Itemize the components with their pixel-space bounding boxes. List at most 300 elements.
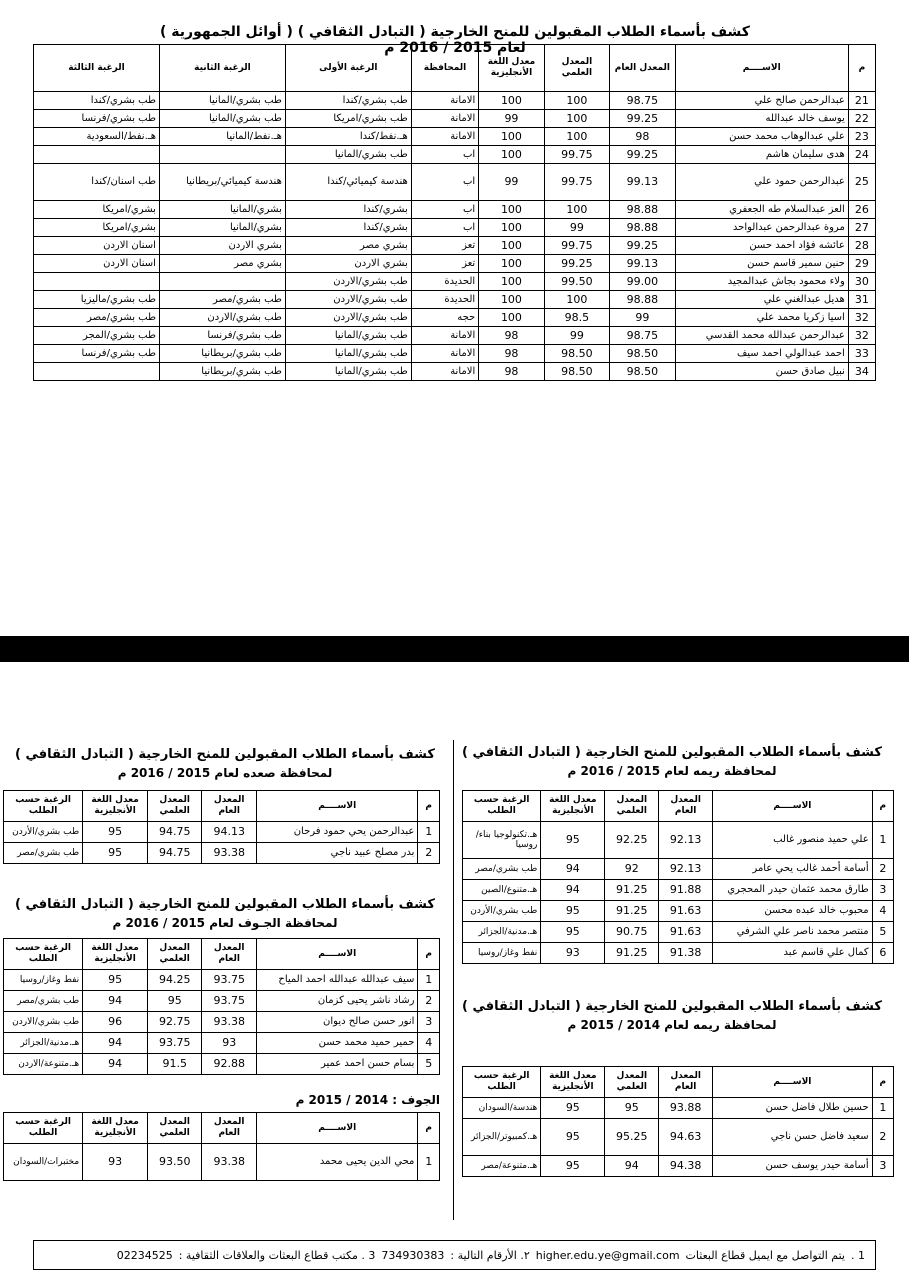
cell-pref: طب بشري/الاردن xyxy=(4,1012,83,1033)
cell-avg: 94.13 xyxy=(202,822,257,843)
cell-avg: 99.25 xyxy=(610,237,675,255)
cell-p2 xyxy=(159,146,285,164)
cell-name: عبدالرحمن يحي حمود فرحان xyxy=(256,822,417,843)
table-row xyxy=(34,128,876,146)
cell-name: ولاء محمود بجاش عبدالمجيد xyxy=(675,273,848,291)
table-row xyxy=(463,822,894,859)
table-row xyxy=(4,991,440,1012)
cell-name: أسامة حيدر يوسف حسن xyxy=(713,1156,873,1177)
cell-p2: بشري الاردن xyxy=(159,237,285,255)
cell-eng: 100 xyxy=(479,219,544,237)
cell-name: اسيا زكريا محمد علي xyxy=(675,309,848,327)
cell-name: حمير حميد محمد حسن xyxy=(256,1033,417,1054)
cell-avg: 91.63 xyxy=(659,901,713,922)
cell-pref: طب بشري/الأردن xyxy=(4,822,83,843)
cell-name: احمد عبدالولي احمد سيف xyxy=(675,345,848,363)
cell-n: 29 xyxy=(848,255,875,273)
cell-n: 32 xyxy=(848,309,875,327)
cell-gov: اب xyxy=(411,201,478,219)
cell-p3: طب بشري/ماليزيا xyxy=(34,291,160,309)
column-header: الرغبة حسب الطلب xyxy=(4,1113,83,1144)
cell-n: 6 xyxy=(872,943,893,964)
cell-eng: 95 xyxy=(541,822,605,859)
cell-eng: 98 xyxy=(479,363,544,381)
table-row xyxy=(463,922,894,943)
cell-name: علي حميد منصور غالب xyxy=(713,822,873,859)
cell-name: محي الدين يحيى محمد xyxy=(256,1144,417,1181)
table-row xyxy=(4,822,440,843)
cell-n: 33 xyxy=(848,345,875,363)
cell-eng: 94 xyxy=(83,1033,148,1054)
cell-sci: 99 xyxy=(544,327,609,345)
cell-name: رشاد ناشر يحيى كزمان xyxy=(256,991,417,1012)
cell-sci: 99.75 xyxy=(544,146,609,164)
cell-n: 1 xyxy=(418,822,440,843)
cell-avg: 93.88 xyxy=(659,1098,713,1119)
table-row xyxy=(4,1054,440,1075)
cell-pref: هـ.متنوعة/مصر xyxy=(463,1156,541,1177)
table-row xyxy=(34,291,876,309)
column-header: الاســــم xyxy=(713,1067,873,1098)
cell-p1: طب بشري/امريكا xyxy=(285,110,411,128)
cell-eng: 100 xyxy=(479,273,544,291)
column-header: المحافظة xyxy=(411,45,478,92)
column-header: المعدل العلمي xyxy=(147,1113,202,1144)
column-header: معدل اللغة الأنجليزية xyxy=(541,1067,605,1098)
column-header: م xyxy=(872,1067,893,1098)
jawf-2015-subtitle: لمحافظة الجـوف لعام 2015 / 2016 م xyxy=(112,916,338,930)
cell-n: 23 xyxy=(848,128,875,146)
column-header: الرغبة الثالثة xyxy=(34,45,160,92)
cell-sci: 91.25 xyxy=(605,901,659,922)
cell-eng: 93 xyxy=(83,1144,148,1181)
cell-p3 xyxy=(34,363,160,381)
cell-avg: 99.13 xyxy=(610,255,675,273)
cell-n: 5 xyxy=(872,922,893,943)
column-header: المعدل العلمي xyxy=(544,45,609,92)
cell-eng: 100 xyxy=(479,201,544,219)
cell-eng: 100 xyxy=(479,309,544,327)
cell-n: 1 xyxy=(418,970,440,991)
cell-name: انور حسن صالح ديوان xyxy=(256,1012,417,1033)
column-header: المعدل العلمي xyxy=(605,791,659,822)
cell-n: 2 xyxy=(418,991,440,1012)
column-header: الاســــم xyxy=(256,1113,417,1144)
cell-eng: 100 xyxy=(479,146,544,164)
cell-n: 22 xyxy=(848,110,875,128)
cell-name: طارق محمد عثمان حيدر المحجري xyxy=(713,880,873,901)
cell-eng: 95 xyxy=(541,1119,605,1156)
cell-p2: بشري مصر xyxy=(159,255,285,273)
table-header-row xyxy=(4,1113,440,1144)
contact-footer xyxy=(33,1240,876,1270)
cell-p1: طب بشري/الاردن xyxy=(285,309,411,327)
cell-n: 31 xyxy=(848,291,875,309)
cell-gov: الحديدة xyxy=(411,273,478,291)
cell-sci: 90.75 xyxy=(605,922,659,943)
cell-avg: 91.63 xyxy=(659,922,713,943)
cell-p3: طب بشري/كندا xyxy=(34,92,160,110)
cell-p1: بشري/كندا xyxy=(285,201,411,219)
cell-gov: اب xyxy=(411,219,478,237)
cell-sci: 100 xyxy=(544,92,609,110)
cell-gov: تعز xyxy=(411,255,478,273)
saada-title xyxy=(10,746,440,782)
cell-eng: 95 xyxy=(83,822,148,843)
table-row xyxy=(4,970,440,991)
cell-name: عائشه فؤاد احمد حسن xyxy=(675,237,848,255)
table-row xyxy=(463,1119,894,1156)
cell-p2: طب بشري/بريطانيا xyxy=(159,345,285,363)
cell-avg: 92.88 xyxy=(202,1054,257,1075)
cell-p3: طب بشري/مصر xyxy=(34,309,160,327)
table-row xyxy=(34,219,876,237)
cell-eng: 100 xyxy=(479,255,544,273)
cell-sci: 100 xyxy=(544,128,609,146)
cell-p2: هندسة كيميائي/بريطانيا xyxy=(159,164,285,201)
cell-p3: بشري/امريكا xyxy=(34,201,160,219)
cell-sci: 100 xyxy=(544,291,609,309)
cell-n: 32 xyxy=(848,327,875,345)
cell-gov: الامانة xyxy=(411,128,478,146)
cell-avg: 98.50 xyxy=(610,363,675,381)
footer-text-3: 3 . مكتب قطاع البعثات والعلاقات الثقافية : xyxy=(178,1248,376,1262)
cell-gov: الامانة xyxy=(411,345,478,363)
cell-n: 28 xyxy=(848,237,875,255)
cell-gov: الامانة xyxy=(411,92,478,110)
cell-eng: 99 xyxy=(479,164,544,201)
top-title: كشف بأسماء الطلاب المقبولين للمنح الخارجية ( التبادل الثقافي ) ( أوائل الجمهورية ) لعام 2015 / 2016 م xyxy=(160,24,750,56)
cell-avg: 91.88 xyxy=(659,880,713,901)
cell-name: حنين سمير قاسم حسن xyxy=(675,255,848,273)
cell-name: نبيل صادق حسن xyxy=(675,363,848,381)
cell-eng: 93 xyxy=(541,943,605,964)
cell-p1: طب بشري/المانيا xyxy=(285,146,411,164)
cell-p3: طب بشري/فرنسا xyxy=(34,110,160,128)
cell-p1: طب بشري/الاردن xyxy=(285,273,411,291)
table-row xyxy=(34,309,876,327)
column-header: الرغبة الثانية xyxy=(159,45,285,92)
table-row xyxy=(34,110,876,128)
cell-p2: طب بشري/بريطانيا xyxy=(159,363,285,381)
column-header: معدل اللغة الأنجليزية xyxy=(479,45,544,92)
cell-n: 30 xyxy=(848,273,875,291)
table-row xyxy=(34,273,876,291)
raymah-2015-title xyxy=(462,744,882,780)
cell-name: محبوب خالد عبده محسن xyxy=(713,901,873,922)
cell-p2: طب بشري/المانيا xyxy=(159,92,285,110)
column-header: م xyxy=(872,791,893,822)
cell-sci: 91.5 xyxy=(147,1054,202,1075)
cell-gov: حجه xyxy=(411,309,478,327)
cell-gov: الحديدة xyxy=(411,291,478,309)
cell-pref: هـ.متنوع/الصين xyxy=(463,880,541,901)
cell-avg: 99.25 xyxy=(610,146,675,164)
cell-eng: 99 xyxy=(479,110,544,128)
table-row xyxy=(4,1012,440,1033)
cell-name: أسامة أحمد غالب يحي عامر xyxy=(713,859,873,880)
cell-name: سيف عبدالله عبدالله احمد المياح xyxy=(256,970,417,991)
column-header: م xyxy=(848,45,875,92)
column-header: معدل اللغة الأنجليزية xyxy=(83,791,148,822)
cell-p3 xyxy=(34,273,160,291)
cell-eng: 94 xyxy=(83,991,148,1012)
cell-name: منتصر محمد ناصر علي الشرفي xyxy=(713,922,873,943)
cell-avg: 98.88 xyxy=(610,219,675,237)
cell-gov: اب xyxy=(411,164,478,201)
cell-avg: 98.88 xyxy=(610,291,675,309)
cell-sci: 94.25 xyxy=(147,970,202,991)
cell-avg: 94.38 xyxy=(659,1156,713,1177)
cell-pref: هـ.تكنولوجيا بناء/روسيا xyxy=(463,822,541,859)
cell-p1: بشري الاردن xyxy=(285,255,411,273)
cell-avg: 91.38 xyxy=(659,943,713,964)
cell-n: 1 xyxy=(872,822,893,859)
column-header: معدل اللغة الأنجليزية xyxy=(83,1113,148,1144)
cell-sci: 98.50 xyxy=(544,345,609,363)
cell-eng: 95 xyxy=(541,901,605,922)
footer-phone-1: 734930383 xyxy=(381,1248,445,1262)
cell-p3: بشري/امريكا xyxy=(34,219,160,237)
cell-p3: طب اسنان/كندا xyxy=(34,164,160,201)
cell-p1: بشري مصر xyxy=(285,237,411,255)
cell-p2: بشري/المانيا xyxy=(159,201,285,219)
cell-avg: 93.75 xyxy=(202,991,257,1012)
cell-p1: طب بشري/الاردن xyxy=(285,291,411,309)
cell-p2: طب بشري/المانيا xyxy=(159,110,285,128)
table-row xyxy=(34,327,876,345)
table-row xyxy=(4,1033,440,1054)
table-row xyxy=(463,859,894,880)
footer-text-1: يتم التواصل مع ايميل قطاع البعثات xyxy=(685,1248,845,1262)
cell-name: عبدالرحمن حمود علي xyxy=(675,164,848,201)
column-header: المعدل العام xyxy=(610,45,675,92)
cell-name: عبدالرحمن صالح علي xyxy=(675,92,848,110)
column-header: المعدل العام xyxy=(202,791,257,822)
cell-eng: 100 xyxy=(479,128,544,146)
cell-gov: الامانة xyxy=(411,327,478,345)
cell-n: 34 xyxy=(848,363,875,381)
page-separator xyxy=(0,636,909,662)
raymah-2014-title xyxy=(462,998,882,1034)
cell-avg: 93 xyxy=(202,1033,257,1054)
saada-subtitle: لمحافظة صعده لعام 2015 / 2016 م xyxy=(117,766,333,780)
cell-avg: 99.25 xyxy=(610,110,675,128)
cell-n: 4 xyxy=(872,901,893,922)
cell-p1: بشري/كندا xyxy=(285,219,411,237)
top-table xyxy=(33,44,876,381)
column-header: م xyxy=(418,791,440,822)
cell-p3: هـ.نفط/السعودية xyxy=(34,128,160,146)
cell-sci: 94 xyxy=(605,1156,659,1177)
jawf-2015-title xyxy=(10,896,440,932)
cell-pref: طب بشري/مصر xyxy=(4,991,83,1012)
cell-pref: طب بشري/الأردن xyxy=(463,901,541,922)
cell-n: 27 xyxy=(848,219,875,237)
cell-eng: 100 xyxy=(479,92,544,110)
cell-avg: 93.38 xyxy=(202,1012,257,1033)
column-header: الاســــم xyxy=(256,939,417,970)
cell-sci: 99 xyxy=(544,219,609,237)
table-row xyxy=(463,880,894,901)
cell-sci: 94.75 xyxy=(147,843,202,864)
cell-eng: 94 xyxy=(541,859,605,880)
cell-eng: 94 xyxy=(83,1054,148,1075)
table-row xyxy=(34,237,876,255)
raymah-2014-subtitle: لمحافظة ريمه لعام 2014 / 2015 م xyxy=(567,1018,777,1032)
column-header: المعدل العام xyxy=(202,939,257,970)
cell-eng: 95 xyxy=(83,843,148,864)
raymah-2015-subtitle: لمحافظة ريمه لعام 2015 / 2016 م xyxy=(567,764,777,778)
cell-pref: هـ.مدنية/الجزائر xyxy=(463,922,541,943)
table-header-row xyxy=(4,939,440,970)
cell-sci: 100 xyxy=(544,110,609,128)
table-row xyxy=(34,201,876,219)
column-header: الرغبة حسب الطلب xyxy=(463,791,541,822)
raymah-2015-table xyxy=(462,790,894,964)
cell-n: 1 xyxy=(418,1144,440,1181)
cell-n: 3 xyxy=(872,880,893,901)
table-row xyxy=(34,146,876,164)
cell-n: 2 xyxy=(872,1119,893,1156)
table-row xyxy=(34,164,876,201)
table-row xyxy=(463,1098,894,1119)
cell-gov: الامانة xyxy=(411,363,478,381)
cell-name: هديل عبدالغني علي xyxy=(675,291,848,309)
cell-sci: 92 xyxy=(605,859,659,880)
cell-n: 21 xyxy=(848,92,875,110)
cell-pref: طب بشري/مصر xyxy=(4,843,83,864)
cell-p2: طب بشري/فرنسا xyxy=(159,327,285,345)
cell-eng: 100 xyxy=(479,237,544,255)
cell-eng: 95 xyxy=(541,922,605,943)
cell-p1: هندسة كيميائي/كندا xyxy=(285,164,411,201)
cell-eng: 96 xyxy=(83,1012,148,1033)
cell-avg: 98.50 xyxy=(610,345,675,363)
cell-pref: هندسة/السودان xyxy=(463,1098,541,1119)
cell-avg: 98.75 xyxy=(610,92,675,110)
cell-name: حسين طلال فاضل حسن xyxy=(713,1098,873,1119)
cell-name: كمال علي قاسم عبد xyxy=(713,943,873,964)
cell-name: بدر مصلح عبيد ناجي xyxy=(256,843,417,864)
cell-sci: 92.25 xyxy=(605,822,659,859)
cell-p2: هـ.نفط/المانيا xyxy=(159,128,285,146)
saada-title-line: كشف بأسماء الطلاب المقبولين للمنح الخارجية ( التبادل الثقافي ) xyxy=(15,747,435,762)
cell-pref: نفط وغاز/روسيا xyxy=(463,943,541,964)
cell-n: 3 xyxy=(418,1012,440,1033)
cell-eng: 95 xyxy=(83,970,148,991)
cell-name: بسام حسن احمد عمير xyxy=(256,1054,417,1075)
column-divider xyxy=(453,740,454,1220)
cell-sci: 93.50 xyxy=(147,1144,202,1181)
cell-name: عبدالرحمن عبدالله محمد القدسي xyxy=(675,327,848,345)
cell-eng: 98 xyxy=(479,327,544,345)
column-header: المعدل العلمي xyxy=(147,791,202,822)
cell-sci: 92.75 xyxy=(147,1012,202,1033)
footer-email[interactable]: higher.edu.ye@gmail.com xyxy=(535,1248,680,1262)
cell-eng: 95 xyxy=(541,1098,605,1119)
cell-avg: 93.38 xyxy=(202,1144,257,1181)
cell-sci: 94.75 xyxy=(147,822,202,843)
cell-p3 xyxy=(34,146,160,164)
cell-n: 1 xyxy=(872,1098,893,1119)
cell-avg: 92.13 xyxy=(659,859,713,880)
cell-eng: 94 xyxy=(541,880,605,901)
table-header-row xyxy=(4,791,440,822)
column-header: الاســــم xyxy=(713,791,873,822)
column-header: الاســــم xyxy=(675,45,848,92)
cell-name: علي عبدالوهاب محمد حسن xyxy=(675,128,848,146)
cell-avg: 93.38 xyxy=(202,843,257,864)
cell-sci: 95 xyxy=(605,1098,659,1119)
cell-avg: 92.13 xyxy=(659,822,713,859)
table-row xyxy=(4,1144,440,1181)
jawf-2014-table xyxy=(3,1112,440,1181)
cell-p3: طب بشري/المجر xyxy=(34,327,160,345)
jawf-2015-table xyxy=(3,938,440,1075)
cell-n: 4 xyxy=(418,1033,440,1054)
cell-sci: 91.25 xyxy=(605,943,659,964)
cell-avg: 99.13 xyxy=(610,164,675,201)
cell-name: العز عبدالسلام طه الجعفري xyxy=(675,201,848,219)
cell-p1: طب بشري/المانيا xyxy=(285,345,411,363)
table-row xyxy=(34,92,876,110)
column-header: الرغبة حسب الطلب xyxy=(463,1067,541,1098)
cell-pref: هـ.متنوعة/الاردن xyxy=(4,1054,83,1075)
column-header: المعدل العلمي xyxy=(605,1067,659,1098)
column-header: الرغبة الأولى xyxy=(285,45,411,92)
cell-name: يوسف خالد عبدالله xyxy=(675,110,848,128)
cell-name: مروة عبدالرحمن عبدالواحد xyxy=(675,219,848,237)
column-header: المعدل العام xyxy=(202,1113,257,1144)
cell-n: 5 xyxy=(418,1054,440,1075)
cell-sci: 93.75 xyxy=(147,1033,202,1054)
footer-text-2: ٢. الأرقام التالية : xyxy=(450,1248,530,1262)
column-header: م xyxy=(418,1113,440,1144)
cell-pref: هـ.مدنية/الجزائر xyxy=(4,1033,83,1054)
cell-avg: 98 xyxy=(610,128,675,146)
cell-eng: 100 xyxy=(479,291,544,309)
top-header-row xyxy=(34,45,876,92)
cell-p2: طب بشري/الاردن xyxy=(159,309,285,327)
cell-sci: 100 xyxy=(544,201,609,219)
column-header: المعدل العام xyxy=(659,1067,713,1098)
cell-p1: طب بشري/المانيا xyxy=(285,327,411,345)
cell-name: سعيد فاضل حسن ناجي xyxy=(713,1119,873,1156)
cell-gov: الامانة xyxy=(411,110,478,128)
raymah-2014-title-line: كشف بأسماء الطلاب المقبولين للمنح الخارجية ( التبادل الثقافي ) xyxy=(462,999,882,1014)
footer-number-1: 1 . xyxy=(851,1248,865,1262)
cell-p3: اسنان الاردن xyxy=(34,255,160,273)
column-header: معدل اللغة الأنجليزية xyxy=(541,791,605,822)
raymah-2015-title-line: كشف بأسماء الطلاب المقبولين للمنح الخارجية ( التبادل الثقافي ) xyxy=(462,745,882,760)
cell-n: 24 xyxy=(848,146,875,164)
column-header: م xyxy=(418,939,440,970)
cell-eng: 95 xyxy=(541,1156,605,1177)
cell-pref: طب بشري/مصر xyxy=(463,859,541,880)
cell-sci: 95 xyxy=(147,991,202,1012)
table-row xyxy=(463,943,894,964)
cell-p3: اسنان الاردن xyxy=(34,237,160,255)
cell-avg: 99.00 xyxy=(610,273,675,291)
cell-sci: 99.50 xyxy=(544,273,609,291)
cell-pref: نفط وغاز/روسيا xyxy=(4,970,83,991)
cell-p2: طب بشري/مصر xyxy=(159,291,285,309)
cell-n: 2 xyxy=(872,859,893,880)
column-header: الرغبة حسب الطلب xyxy=(4,791,83,822)
column-header: المعدل العام xyxy=(659,791,713,822)
cell-sci: 99.25 xyxy=(544,255,609,273)
